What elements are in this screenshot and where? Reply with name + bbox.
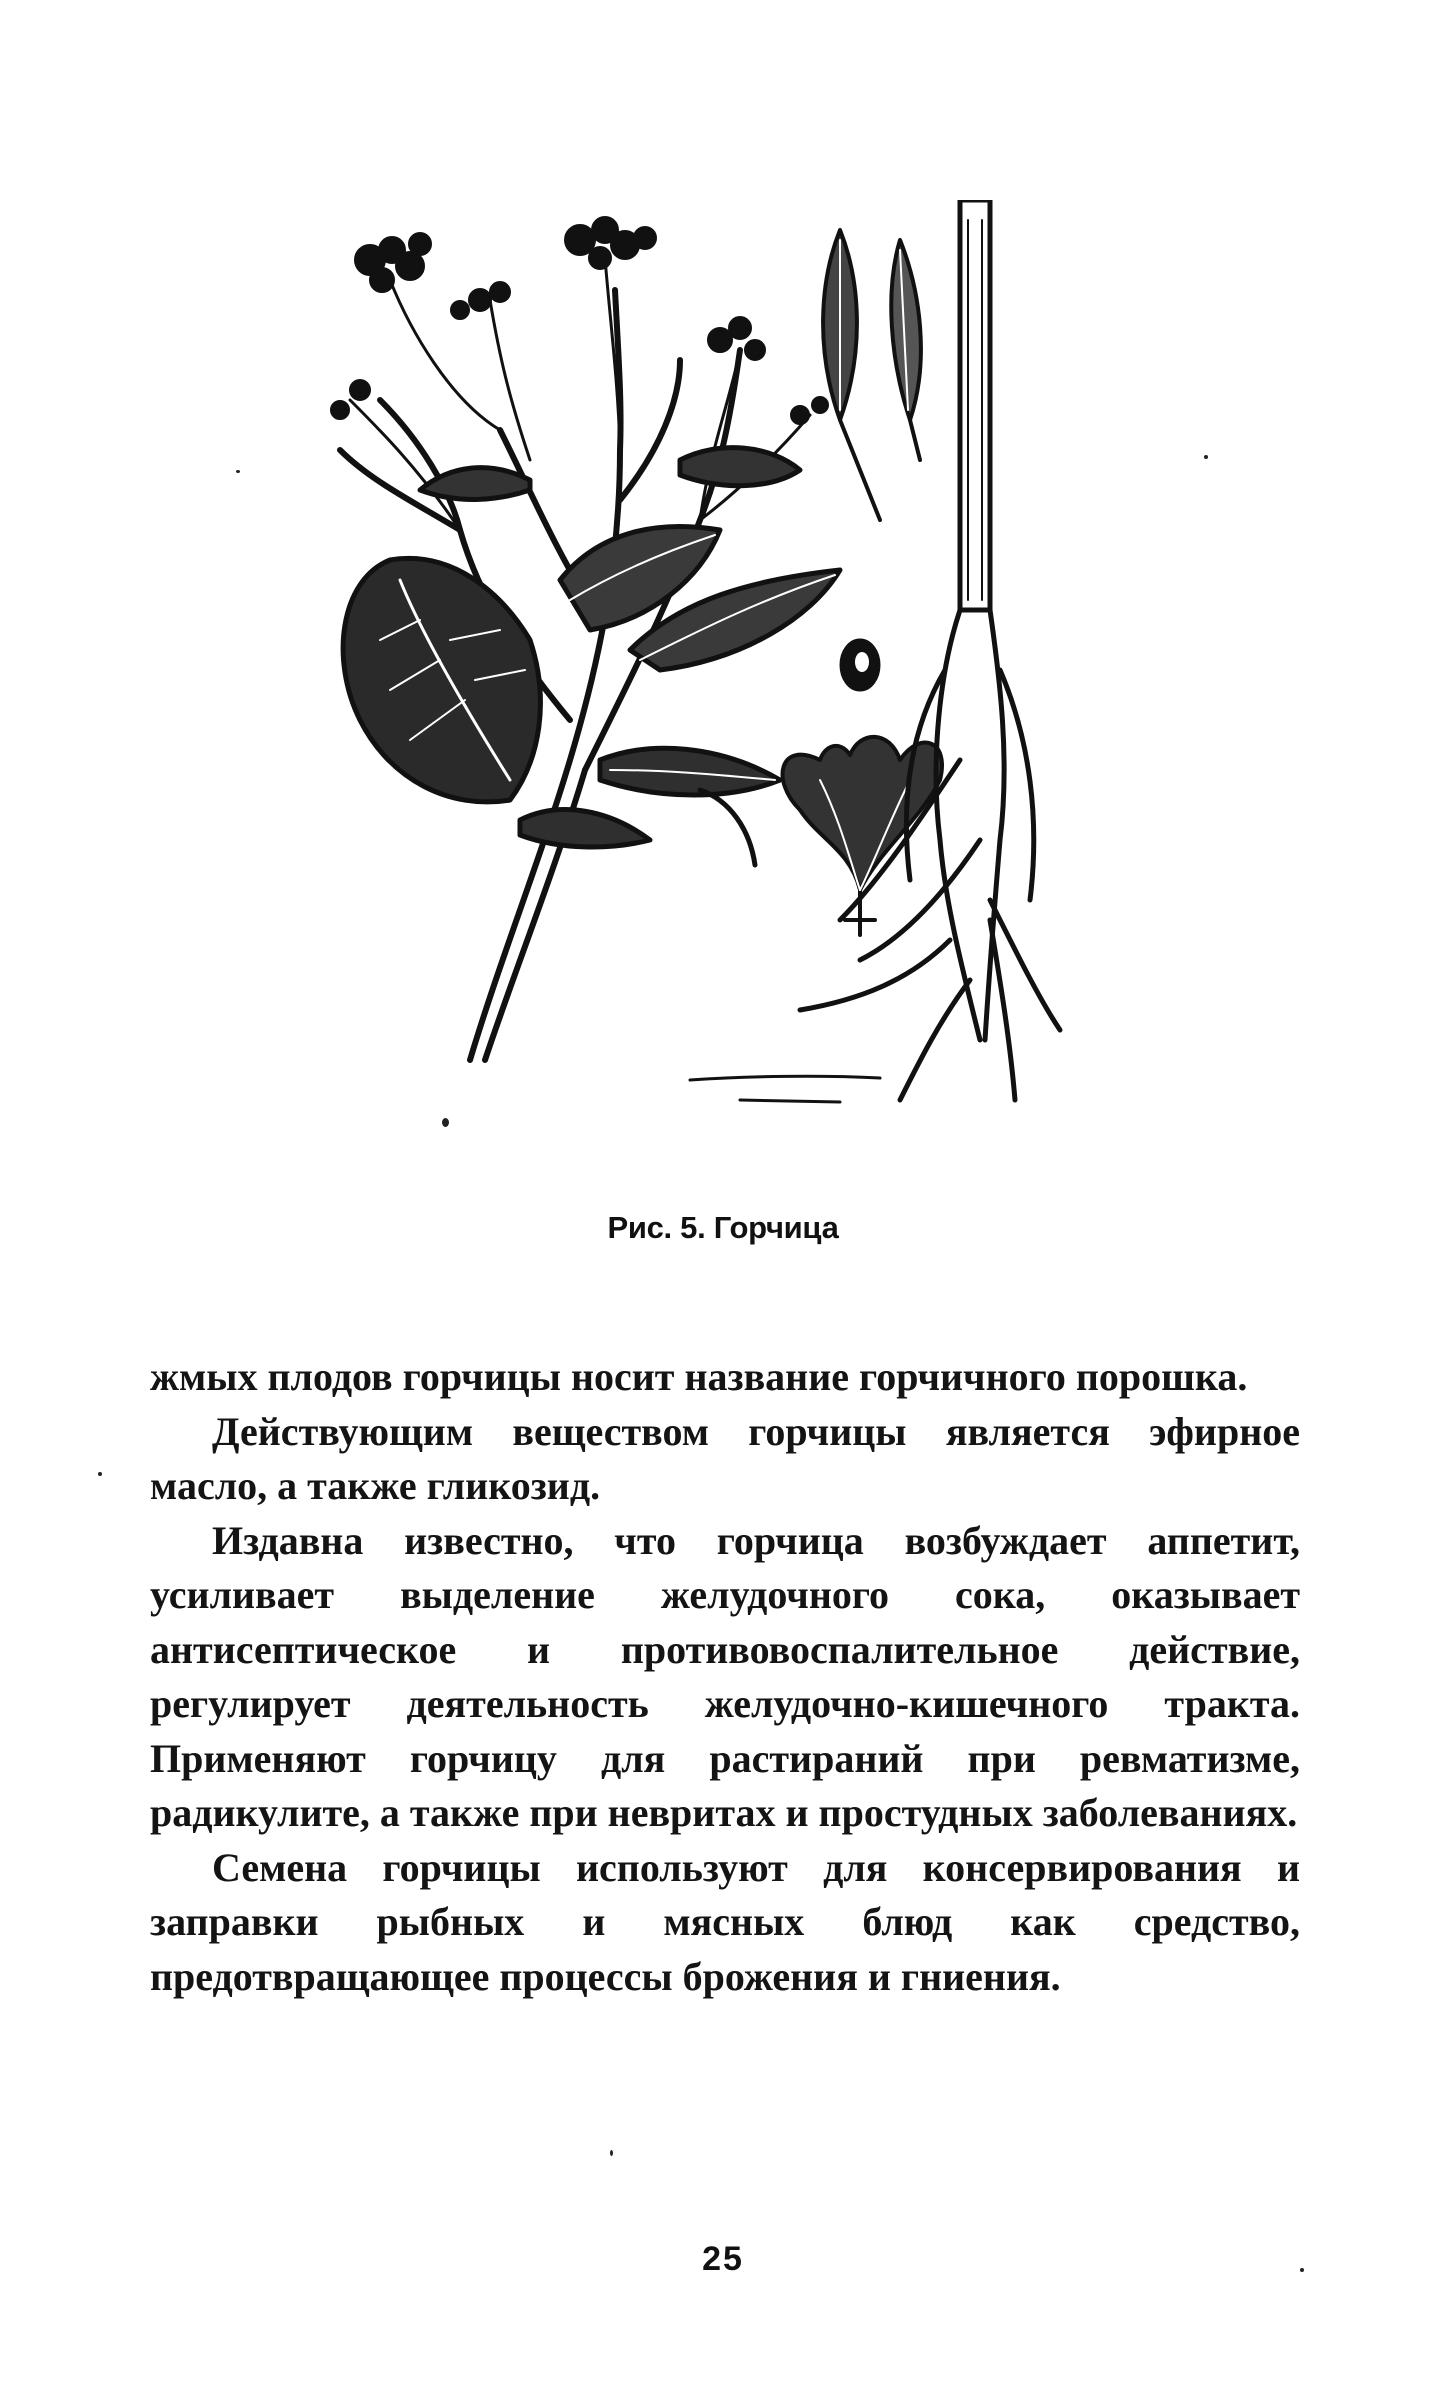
scan-speck [610, 2150, 613, 2156]
paragraph-3: Издавна известно, что горчица возбуждает аппетит, усиливает выделение желудочного сока, оказывает антисептическое и противовоспалительное действие, регулирует деятельность желудочно-кишечного тракта. Применяют горчицу для растираний при ревматизме, радикулите, а также при невритах и простудных заболеваниях. [150, 1517, 1300, 1835]
paragraph-4: Семена горчицы используют для консервирования и заправки рыбных и мясных блюд как средство, предотвращающее процессы брожения и гниения. [150, 1844, 1300, 1999]
seed-detail [842, 641, 878, 689]
figure-caption: Рис. 5. Горчица [607, 1210, 839, 1245]
scan-speck [1300, 2268, 1304, 2272]
scan-speck [442, 1118, 449, 1127]
seed-pods [823, 230, 921, 520]
paragraph-2: Действующим веществом горчицы является эфирное масло, а также гликозид. [150, 1408, 1300, 1508]
scan-speck [98, 1472, 102, 1476]
plant-leaves [343, 448, 840, 865]
scan-speck [236, 470, 240, 473]
flower-clusters [332, 218, 827, 423]
mustard-plant-illustration [300, 200, 1180, 1160]
page-number: 25 [702, 2240, 744, 2278]
body-text [150, 1350, 1300, 2004]
flower-detail [783, 737, 942, 935]
scan-speck [1204, 455, 1208, 459]
paragraph-1: жмых плодов горчицы носит название горчичного порошка. [150, 1354, 1248, 1399]
